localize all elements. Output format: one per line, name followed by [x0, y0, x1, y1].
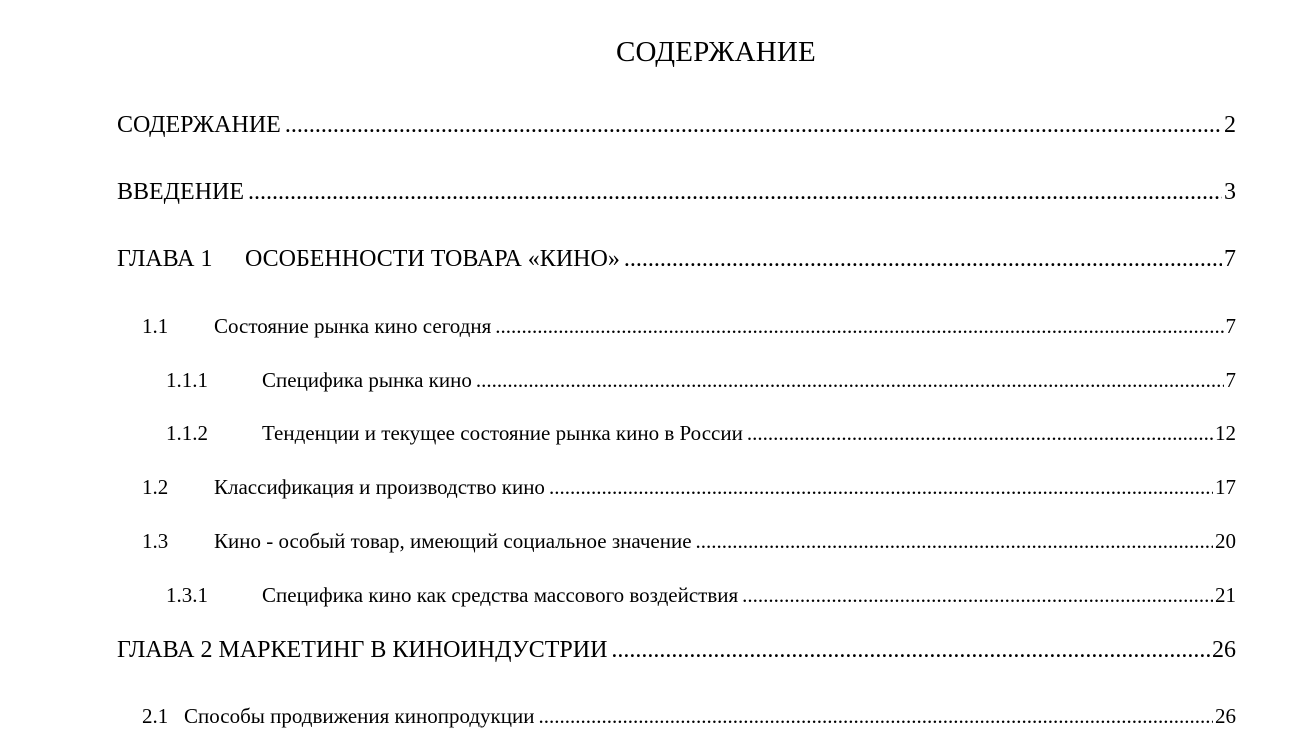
toc-entry-number: 1.3 [142, 529, 169, 553]
toc-entry-number: 1.1.2 [166, 421, 208, 445]
toc-entry-label: Состояние рынка кино сегодня [214, 314, 492, 338]
toc-entry-label: Способы продвижения кинопродукции [184, 704, 535, 728]
toc-dot-leader [624, 246, 1222, 273]
toc-dot-leader [696, 529, 1213, 554]
toc-entry[interactable] [166, 368, 1236, 393]
toc-dot-leader [538, 704, 1213, 729]
toc-entry-page: 7 [1224, 246, 1236, 272]
toc-entry-label: Специфика кино как средства массового воздействия [262, 583, 739, 607]
toc-entry[interactable] [117, 179, 1236, 206]
toc-entry-page: 7 [1225, 368, 1236, 392]
toc-entry[interactable] [142, 475, 1236, 500]
toc-entry-label: Тенденции и текущее состояние рынка кино в России [262, 421, 743, 445]
toc-entry-page: 2 [1224, 112, 1236, 138]
toc-entry-label: ВВЕДЕНИЕ [117, 179, 245, 205]
toc-entry[interactable] [117, 246, 1236, 273]
toc-entry-label: Специфика рынка кино [262, 368, 472, 392]
toc-entry-number: 2.1 [142, 704, 169, 728]
toc-entry-number: 1.1 [142, 314, 169, 338]
toc-entry-page: 21 [1215, 583, 1236, 607]
toc-dot-leader [549, 475, 1213, 500]
toc-entry[interactable] [142, 529, 1236, 554]
toc-entry-page: 12 [1215, 421, 1236, 445]
toc-dot-leader [611, 637, 1210, 664]
toc-entry-page: 26 [1215, 704, 1236, 728]
toc-dot-leader [747, 421, 1213, 446]
toc-entry-label: СОДЕРЖАНИЕ [117, 112, 281, 138]
toc-entry-number: 1.3.1 [166, 583, 208, 607]
toc-entry-page: 7 [1225, 314, 1236, 338]
page-title: СОДЕРЖАНИЕ [616, 36, 816, 68]
toc-entry-label: ОСОБЕННОСТИ ТОВАРА «КИНО» [245, 246, 620, 272]
toc-entry[interactable] [166, 421, 1236, 446]
toc-dot-leader [285, 112, 1222, 139]
toc-dot-leader [742, 583, 1213, 608]
toc-entry[interactable] [142, 704, 1236, 729]
toc-entry-number: 1.1.1 [166, 368, 208, 392]
toc-entry-page: 20 [1215, 529, 1236, 553]
toc-entry-label: ГЛАВА 2 МАРКЕТИНГ В КИНОИНДУСТРИИ [117, 637, 608, 663]
toc-dot-leader [476, 368, 1224, 393]
toc-entry-number: ГЛАВА 1 [117, 246, 213, 272]
toc-entry-page: 26 [1212, 637, 1236, 663]
toc-entry[interactable] [142, 314, 1236, 339]
toc-entry-page: 3 [1224, 179, 1236, 205]
toc-entry[interactable] [117, 637, 1236, 664]
toc-entry-page: 17 [1215, 475, 1236, 499]
toc-entry[interactable] [166, 583, 1236, 608]
toc-entry[interactable] [117, 112, 1236, 139]
toc-entry-label: Классификация и производство кино [214, 475, 545, 499]
toc-entry-number: 1.2 [142, 475, 169, 499]
toc-dot-leader [248, 179, 1222, 206]
toc-entry-label: Кино - особый товар, имеющий социальное значение [214, 529, 692, 553]
toc-dot-leader [495, 314, 1223, 339]
